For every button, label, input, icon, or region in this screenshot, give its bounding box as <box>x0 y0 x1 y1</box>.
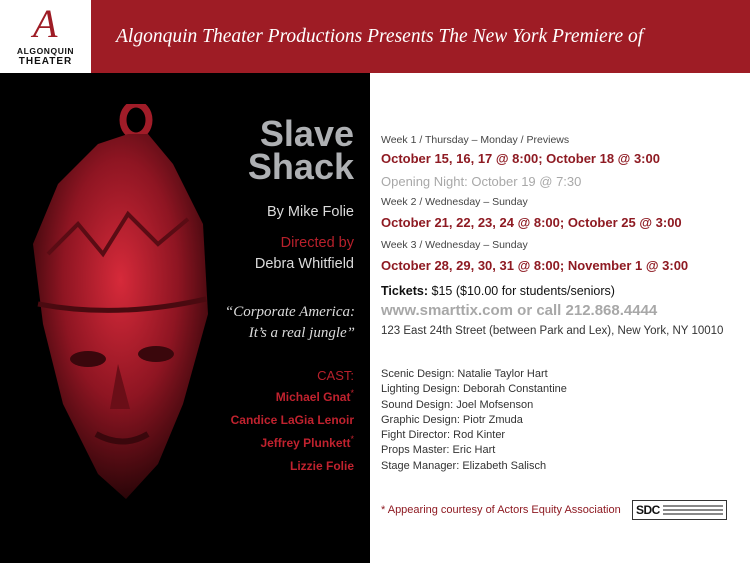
tickets-label: Tickets: <box>381 284 429 298</box>
logo-monogram-icon: A <box>33 1 58 46</box>
week3-label: Week 3 / Wednesday – Sunday <box>381 239 528 251</box>
title-line-1: Slave <box>259 113 354 154</box>
credit-item: Fight Director: Rod Kinter <box>381 429 506 442</box>
credit-item: Props Master: Eric Hart <box>381 444 496 457</box>
cast-member: Lizzie Folie <box>289 459 354 473</box>
tickets-web-link[interactable]: www.smarttix.com or call 212.868.4444 <box>381 302 658 319</box>
cast-member: Michael Gnat* <box>275 388 354 404</box>
title-line-2: Shack <box>247 146 354 187</box>
cast-list <box>200 384 354 476</box>
credit-item: Sound Design: Joel Mofsenson <box>381 398 534 411</box>
production-credits <box>381 367 567 474</box>
quote-line-1: “Corporate America: <box>224 304 355 320</box>
header-band <box>0 0 750 73</box>
credit-item: Scenic Design: Natalie Taylor Hart <box>381 368 548 380</box>
opening-night: Opening Night: October 19 @ 7:30 <box>381 174 582 189</box>
equity-note: * Appearing courtesy of Actors Equity Association <box>381 504 621 516</box>
presents-line: Algonquin Theater Productions Presents The New York Premiere of <box>116 26 644 47</box>
sdc-fineprint-lines <box>663 505 723 517</box>
tagline-quote <box>200 302 355 344</box>
venue-address: 123 East 24th Street (between Park and Lex), New York, NY 10010 <box>381 325 724 337</box>
week3-dates: October 28, 29, 30, 31 @ 8:00; November 1 @ 3:00 <box>381 258 689 273</box>
cast-heading: CAST: <box>317 368 354 383</box>
credit-item: Graphic Design: Piotr Zmuda <box>381 413 523 426</box>
tickets-line <box>381 284 615 298</box>
week1-dates: October 15, 16, 17 @ 8:00; October 18 @ 3:00 <box>381 151 660 166</box>
sdc-logo <box>632 500 727 520</box>
cast-member: Candice LaGia Lenoir <box>230 413 354 427</box>
sdc-logo-mark: SDC <box>636 503 660 517</box>
credit-item: Stage Manager: Elizabeth Salisch <box>381 459 547 472</box>
quote-line-2: It’s a real jungle” <box>248 325 355 341</box>
directed-by-label: Directed by <box>280 235 354 251</box>
tickets-price: $15 ($10.00 for students/seniors) <box>431 284 615 298</box>
show-title <box>230 113 354 187</box>
cast-member: Jeffrey Plunkett* <box>260 434 354 450</box>
logo-line-2: THEATER <box>18 56 73 67</box>
week2-dates: October 21, 22, 23, 24 @ 8:00; October 25 @ 3:00 <box>381 215 682 230</box>
playwright-credit: By Mike Folie <box>266 204 354 220</box>
week2-label: Week 2 / Wednesday – Sunday <box>381 196 528 208</box>
credit-item: Lighting Design: Deborah Constantine <box>381 383 567 396</box>
algonquin-logo <box>0 0 91 73</box>
logo-line-1: ALGONQUIN <box>16 46 75 56</box>
week1-label: Week 1 / Thursday – Monday / Previews <box>381 134 570 146</box>
director-name: Debra Whitfield <box>254 256 354 272</box>
